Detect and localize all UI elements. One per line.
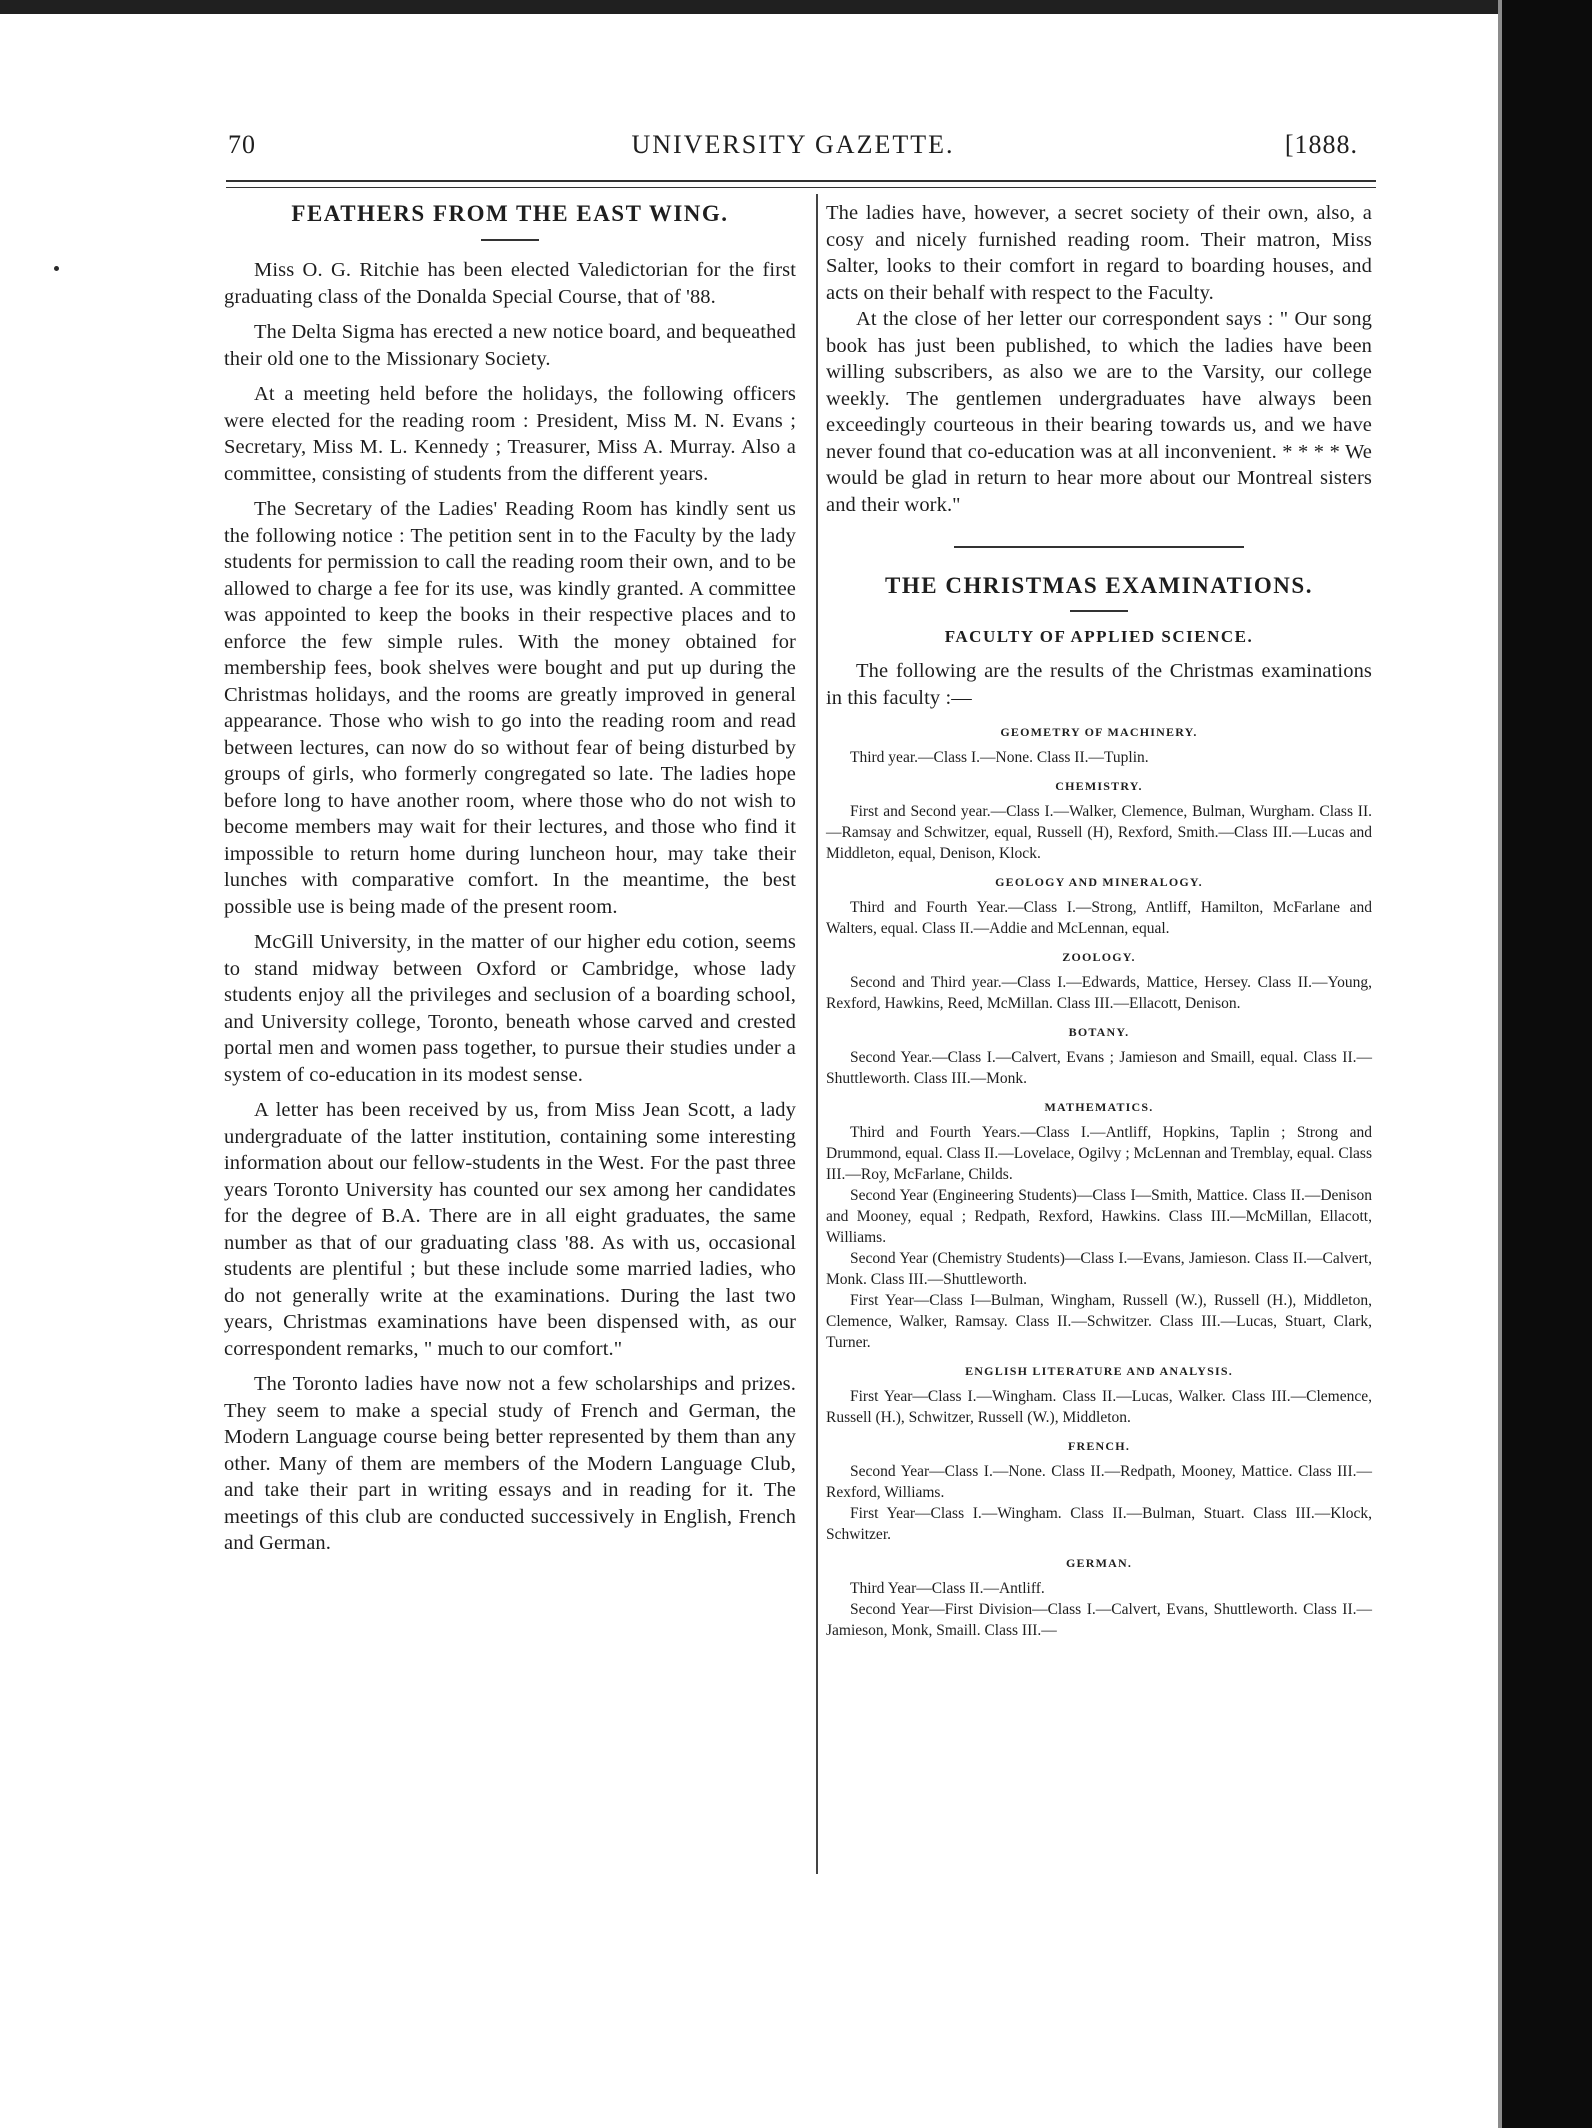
subject-heading: BOTANY. <box>1068 1025 1130 1039</box>
article-paragraph: Miss O. G. Ritchie has been elected Valedictorian for the first graduating class of the Donalda Special Course, that of '88. <box>224 259 796 308</box>
faculty-heading: FACULTY OF APPLIED SCIENCE. <box>944 627 1254 646</box>
article-paragraph: The Secretary of the Ladies' Reading Room has kindly sent us the following notice : The petition sent in to the Faculty by the lady students for permission to call the reading room their own, and to be allowed to charge a fee for its use, was kindly granted. A committee was appointed to keep the books in their respective places and to enforce the few simple rules. With the money obtained for membership fees, book shelves were bought and put up during the Christmas holidays, and the rooms are greatly improved in general appearance. Those who wish to go into the reading room and read between lectures, can now do so without fear of being disturbed by groups of girls, who formerly congregated so late. The ladies hope before long to have another room, where those who do not wish to become members may wait for their lectures, and those who find it impossible to return home during luncheon hour, may take their lunches with comparative comfort. In the meantime, the best possible use is being made of the present room. <box>224 498 796 918</box>
journal-title: UNIVERSITY GAZETTE. <box>631 130 955 159</box>
exam-result: Second Year (Chemistry Students)—Class I.—Evans, Jamieson. Class II.—Calvert, Monk. Class III.—Shuttleworth. <box>826 1250 1372 1288</box>
exam-section-title: THE CHRISTMAS EXAMINATIONS. <box>885 573 1313 598</box>
exam-intro: The following are the results of the Christmas examinations in this faculty :— <box>826 660 1372 709</box>
exam-result: Second Year (Engineering Students)—Class I—Smith, Mattice. Class II.—Denison and Mooney, equal ; Redpath, Rexford, Hawkins. Class III.—McMillan, Ellacott, Williams. <box>826 1187 1372 1246</box>
article-paragraph: The Delta Sigma has erected a new notice board, and bequeathed their old one to the Missionary Society. <box>224 321 796 370</box>
running-head <box>228 130 1358 170</box>
column-divider <box>816 194 818 1874</box>
exam-result: Second and Third year.—Class I.—Edwards, Mattice, Hersey. Class II.—Young, Rexford, Hawkins, Reed, McMillan. Class III.—Ellacott, Denison. <box>826 974 1372 1012</box>
exam-result: First Year—Class I—Bulman, Wingham, Russell (W.), Russell (H.), Middleton, Clemence, Walker, Ramsay. Class II.—Schwitzer. Class III.—Lucas, Stuart, Clark, Turner. <box>826 1292 1372 1351</box>
header-rule-bottom <box>226 187 1376 188</box>
exam-result: First Year—Class I.—Wingham. Class II.—Lucas, Walker. Class III.—Clemence, Russell (H.), Schwitzer, Russell (W.), Middleton. <box>826 1388 1372 1426</box>
subject-heading: MATHEMATICS. <box>1044 1100 1154 1114</box>
right-column <box>826 200 1372 1641</box>
article-title: FEATHERS FROM THE EAST WING. <box>291 201 729 226</box>
page-number: 70 <box>228 130 256 159</box>
exam-result: Second Year—Class I.—None. Class II.—Redpath, Mooney, Mattice. Class III.—Rexford, Williams. <box>826 1463 1372 1501</box>
exam-result: Third and Fourth Years.—Class I.—Antliff, Hopkins, Taplin ; Strong and Drummond, equal. Class II.—Lovelace, Ogilvy ; McLennan and Tremblay, equal. Class III.—Roy, McFarlane, Childs. <box>826 1124 1372 1183</box>
article-paragraph: McGill University, in the matter of our higher edu cotion, seems to stand midway between Oxford or Cambridge, whose lady students enjoy all the privileges and seclusion of a boarding school, and University college, Toronto, beneath whose carved and crested portal men and women pass together, to pursue their studies under a system of co-education in its modest sense. <box>224 931 796 1086</box>
subject-heading: ENGLISH LITERATURE AND ANALYSIS. <box>965 1364 1233 1378</box>
subject-heading: GERMAN. <box>1065 1556 1133 1570</box>
article-paragraph: At a meeting held before the holidays, the following officers were elected for the reading room : President, Miss M. N. Evans ; Secretary, Miss M. L. Kennedy ; Treasurer, Miss A. Murray. Also a committee, consisting of students from the different years. <box>224 383 796 485</box>
title-rule <box>1070 610 1128 612</box>
exam-result: First Year—Class I.—Wingham. Class II.—Bulman, Stuart. Class III.—Klock, Schwitzer. <box>826 1505 1372 1543</box>
article-paragraph: The Toronto ladies have now not a few scholarships and prizes. They seem to make a special study of French and German, the Modern Language course being better represented by them than any other. Many of them are members of the Modern Language Club, and take their part in writing essays and in reading for it. The meetings of this club are conducted successively in English, French and German. <box>224 1373 796 1554</box>
header-rule-top <box>226 180 1376 182</box>
scan-speck <box>54 266 59 271</box>
exam-result: Third and Fourth Year.—Class I.—Strong, Antliff, Hamilton, McFarlane and Walters, equal. Class II.—Addie and McLennan, equal. <box>826 899 1372 937</box>
article-paragraph: A letter has been received by us, from Miss Jean Scott, a lady undergraduate of the latter institution, containing some interesting information about our fellow-students in the West. For the past three years Toronto University has counted our sex among her candidates for the degree of B.A. There are in all eight graduates, the same number as that of our graduating class '88. As with us, occasional students are plentiful ; but these include some married ladies, who do not generally write at the examinations. During the last two years, Christmas examinations have been dispensed with, as our correspondent remarks, " much to our comfort." <box>224 1099 796 1360</box>
scan-border-top <box>0 0 1592 14</box>
issue-year: [1888. <box>1284 130 1358 159</box>
scan-border-right <box>1502 0 1592 2128</box>
exam-result: Third year.—Class I.—None. Class II.—Tuplin. <box>850 749 1149 766</box>
exam-result: First and Second year.—Class I.—Walker, Clemence, Bulman, Wurgham. Class II.—Ramsay and Schwitzer, equal, Russell (H), Rexford, Smith.—Class III.—Lucas and Middleton, equal, Denison, Klock. <box>826 803 1372 862</box>
left-column <box>224 200 796 1557</box>
exam-result: Second Year—First Division—Class I.—Calvert, Evans, Shuttleworth. Class II.—Jamieson, Monk, Smaill. Class III.— <box>826 1601 1372 1639</box>
subject-heading: GEOLOGY AND MINERALOGY. <box>995 875 1203 889</box>
subject-heading: GEOMETRY OF MACHINERY. <box>1000 725 1198 739</box>
exam-result: Second Year.—Class I.—Calvert, Evans ; Jamieson and Smaill, equal. Class II.—Shuttleworth. Class III.—Monk. <box>826 1049 1372 1087</box>
subject-heading: CHEMISTRY. <box>1055 779 1143 793</box>
subject-heading: ZOOLOGY. <box>1062 950 1136 964</box>
exam-result: Third Year—Class II.—Antliff. <box>850 1580 1045 1597</box>
section-divider <box>954 546 1244 548</box>
title-rule <box>481 239 539 241</box>
subject-heading: FRENCH. <box>1067 1439 1131 1453</box>
article-paragraph-continued: The ladies have, however, a secret society of their own, also, a cosy and nicely furnished reading room. Their matron, Miss Salter, looks to their comfort in regard to boarding houses, and acts on their behalf with respect to the Faculty. <box>826 202 1372 304</box>
article-paragraph: At the close of her letter our correspondent says : " Our song book has just been published, to which the ladies have been willing subscribers, as also we are to the Varsity, our college weekly. The gentlemen undergraduates have always been exceedingly courteous in their bearing towards us, and we have never found that co-education was at all inconvenient. * * * * We would be glad in return to hear more about our Montreal sisters and their work." <box>826 308 1372 516</box>
